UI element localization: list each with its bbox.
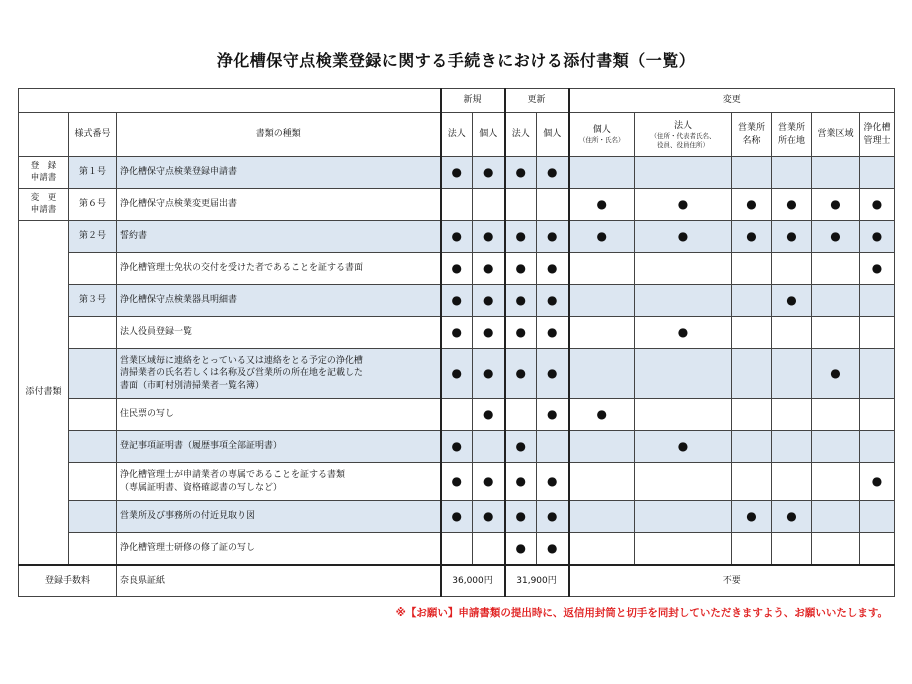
header-form-no: 様式番号 bbox=[69, 113, 117, 157]
required-mark: ● bbox=[772, 189, 812, 221]
required-mark: ● bbox=[569, 399, 635, 431]
required-mark: ● bbox=[505, 157, 537, 189]
fee-renew: 31,900円 bbox=[505, 565, 569, 597]
required-mark: ● bbox=[473, 317, 505, 349]
empty-cell bbox=[569, 157, 635, 189]
empty-cell bbox=[772, 399, 812, 431]
empty-cell bbox=[635, 533, 732, 565]
required-mark: ● bbox=[635, 189, 732, 221]
table-row bbox=[19, 431, 895, 463]
empty-cell bbox=[441, 399, 473, 431]
required-mark: ● bbox=[860, 221, 895, 253]
required-mark: ● bbox=[812, 221, 860, 253]
header-new-indiv: 個人 bbox=[473, 113, 505, 157]
empty-cell bbox=[860, 317, 895, 349]
required-mark: ● bbox=[441, 349, 473, 399]
required-mark: ● bbox=[505, 431, 537, 463]
empty-cell bbox=[772, 431, 812, 463]
required-mark: ● bbox=[505, 349, 537, 399]
empty-cell bbox=[569, 463, 635, 501]
required-mark: ● bbox=[441, 253, 473, 285]
table-row bbox=[19, 317, 895, 349]
header-doc-type: 書類の種類 bbox=[117, 113, 441, 157]
empty-cell bbox=[732, 317, 772, 349]
table-row bbox=[19, 285, 895, 317]
empty-cell bbox=[732, 399, 772, 431]
empty-cell bbox=[569, 253, 635, 285]
required-mark: ● bbox=[569, 221, 635, 253]
empty-cell bbox=[860, 399, 895, 431]
header-area: 営業区域 bbox=[812, 113, 860, 157]
empty-cell bbox=[860, 349, 895, 399]
required-mark: ● bbox=[441, 501, 473, 533]
empty-cell bbox=[812, 533, 860, 565]
empty-cell bbox=[860, 431, 895, 463]
required-mark: ● bbox=[772, 221, 812, 253]
form-number: 第３号 bbox=[69, 285, 117, 317]
page-title: 浄化槽保守点検業登録に関する手続きにおける添付書類（一覧） bbox=[216, 51, 696, 70]
document-name: 法人役員登録一覧 bbox=[117, 317, 441, 349]
empty-cell bbox=[635, 157, 732, 189]
empty-cell bbox=[812, 463, 860, 501]
required-mark: ● bbox=[441, 431, 473, 463]
required-mark: ● bbox=[732, 501, 772, 533]
empty-cell bbox=[569, 501, 635, 533]
empty-cell bbox=[537, 431, 569, 463]
required-mark: ● bbox=[505, 533, 537, 565]
empty-cell bbox=[732, 253, 772, 285]
document-name: 浄化槽保守点検業器具明細書 bbox=[117, 285, 441, 317]
empty-cell bbox=[569, 533, 635, 565]
table-row bbox=[19, 253, 895, 285]
empty-cell bbox=[732, 463, 772, 501]
header-col-row bbox=[19, 113, 895, 157]
empty-cell bbox=[635, 501, 732, 533]
required-mark: ● bbox=[441, 463, 473, 501]
form-number bbox=[69, 533, 117, 565]
header-new-corp: 法人 bbox=[441, 113, 473, 157]
empty-cell bbox=[732, 285, 772, 317]
form-number bbox=[69, 253, 117, 285]
header-new: 新規 bbox=[441, 89, 505, 113]
request-notice: ※【お願い】申請書類の提出時に、返信用封筒と切手を同封していただきますよう、お願いいたします。 bbox=[395, 607, 888, 619]
required-mark: ● bbox=[860, 253, 895, 285]
form-number: 第２号 bbox=[69, 221, 117, 253]
required-mark: ● bbox=[441, 317, 473, 349]
required-mark: ● bbox=[537, 349, 569, 399]
table-row bbox=[19, 533, 895, 565]
required-mark: ● bbox=[473, 253, 505, 285]
required-mark: ● bbox=[505, 317, 537, 349]
required-mark: ● bbox=[473, 157, 505, 189]
empty-cell bbox=[772, 533, 812, 565]
form-number bbox=[69, 463, 117, 501]
fee-stamp: 奈良県証紙 bbox=[117, 565, 441, 597]
empty-cell bbox=[569, 431, 635, 463]
attachment-table bbox=[18, 88, 895, 597]
empty-cell bbox=[635, 399, 732, 431]
table-row bbox=[19, 189, 895, 221]
required-mark: ● bbox=[505, 463, 537, 501]
empty-cell bbox=[569, 317, 635, 349]
required-mark: ● bbox=[473, 463, 505, 501]
empty-cell bbox=[441, 189, 473, 221]
header-office-location: 営業所 所在地 bbox=[772, 113, 812, 157]
document-name: 登記事項証明書（履歴事項全部証明書） bbox=[117, 431, 441, 463]
required-mark: ● bbox=[473, 399, 505, 431]
required-mark: ● bbox=[732, 189, 772, 221]
document-name: 住民票の写し bbox=[117, 399, 441, 431]
document-name: 浄化槽管理士免状の交付を受けた者であることを証する書面 bbox=[117, 253, 441, 285]
required-mark: ● bbox=[473, 285, 505, 317]
required-mark: ● bbox=[860, 463, 895, 501]
form-number: 第１号 bbox=[69, 157, 117, 189]
category-attachments: 添付書類 bbox=[19, 221, 69, 565]
empty-cell bbox=[812, 501, 860, 533]
empty-cell bbox=[505, 399, 537, 431]
document-name: 営業区域毎に連絡をとっている又は連絡をとる予定の浄化槽 清掃業者の氏名若しくは名称及び営業所の所在地を記載した 書面（市町村別清掃業者一覧名簿） bbox=[117, 349, 441, 399]
empty-cell bbox=[635, 463, 732, 501]
fee-change: 不要 bbox=[569, 565, 895, 597]
header-change-corp: 法人 （住所・代表者氏名、 役員、役員住所） bbox=[635, 113, 732, 157]
header-renew-corp: 法人 bbox=[505, 113, 537, 157]
empty-cell bbox=[772, 157, 812, 189]
required-mark: ● bbox=[473, 349, 505, 399]
empty-cell bbox=[772, 253, 812, 285]
header-office-name: 営業所 名称 bbox=[732, 113, 772, 157]
empty-cell bbox=[732, 533, 772, 565]
header-renew: 更新 bbox=[505, 89, 569, 113]
document-name: 浄化槽管理士研修の修了証の写し bbox=[117, 533, 441, 565]
required-mark: ● bbox=[635, 317, 732, 349]
empty-cell bbox=[732, 349, 772, 399]
required-mark: ● bbox=[505, 221, 537, 253]
table-row bbox=[19, 349, 895, 399]
required-mark: ● bbox=[505, 285, 537, 317]
empty-cell bbox=[812, 285, 860, 317]
empty-cell bbox=[505, 189, 537, 221]
empty-cell bbox=[812, 253, 860, 285]
required-mark: ● bbox=[537, 317, 569, 349]
form-number: 第６号 bbox=[69, 189, 117, 221]
table-row bbox=[19, 221, 895, 253]
empty-cell bbox=[635, 253, 732, 285]
empty-cell bbox=[812, 399, 860, 431]
required-mark: ● bbox=[860, 189, 895, 221]
fee-label: 登録手数料 bbox=[19, 565, 117, 597]
empty-cell bbox=[860, 157, 895, 189]
table-row bbox=[19, 463, 895, 501]
empty-cell bbox=[732, 157, 772, 189]
required-mark: ● bbox=[441, 285, 473, 317]
required-mark: ● bbox=[473, 501, 505, 533]
header-renew-indiv: 個人 bbox=[537, 113, 569, 157]
fee-new: 36,000円 bbox=[441, 565, 505, 597]
header-change-indiv: 個人 （住所・氏名） bbox=[569, 113, 635, 157]
required-mark: ● bbox=[812, 189, 860, 221]
document-name: 浄化槽管理士が申請業者の専属であることを証する書類 （専属証明書、資格確認書の写しなど） bbox=[117, 463, 441, 501]
empty-cell bbox=[860, 533, 895, 565]
empty-cell bbox=[569, 285, 635, 317]
table-row bbox=[19, 501, 895, 533]
required-mark: ● bbox=[537, 285, 569, 317]
required-mark: ● bbox=[537, 253, 569, 285]
required-mark: ● bbox=[635, 431, 732, 463]
document-name: 浄化槽保守点検業登録申請書 bbox=[117, 157, 441, 189]
category-change: 変 更 申請書 bbox=[19, 189, 69, 221]
empty-cell bbox=[441, 533, 473, 565]
required-mark: ● bbox=[812, 349, 860, 399]
empty-cell bbox=[812, 431, 860, 463]
required-mark: ● bbox=[473, 221, 505, 253]
empty-cell bbox=[473, 189, 505, 221]
header-manager: 浄化槽 管理士 bbox=[860, 113, 895, 157]
empty-cell bbox=[860, 501, 895, 533]
required-mark: ● bbox=[569, 189, 635, 221]
header-change: 変更 bbox=[569, 89, 895, 113]
empty-cell bbox=[537, 189, 569, 221]
empty-cell bbox=[635, 285, 732, 317]
document-name: 誓約書 bbox=[117, 221, 441, 253]
form-number bbox=[69, 317, 117, 349]
document-name: 営業所及び事務所の付近見取り図 bbox=[117, 501, 441, 533]
empty-cell bbox=[635, 349, 732, 399]
required-mark: ● bbox=[537, 501, 569, 533]
empty-cell bbox=[732, 431, 772, 463]
required-mark: ● bbox=[441, 157, 473, 189]
required-mark: ● bbox=[537, 157, 569, 189]
form-number bbox=[69, 349, 117, 399]
required-mark: ● bbox=[505, 501, 537, 533]
required-mark: ● bbox=[537, 399, 569, 431]
required-mark: ● bbox=[772, 501, 812, 533]
empty-cell bbox=[569, 349, 635, 399]
empty-cell bbox=[473, 533, 505, 565]
required-mark: ● bbox=[732, 221, 772, 253]
required-mark: ● bbox=[505, 253, 537, 285]
empty-cell bbox=[772, 463, 812, 501]
table-row bbox=[19, 399, 895, 431]
empty-cell bbox=[772, 317, 812, 349]
table-row bbox=[19, 157, 895, 189]
required-mark: ● bbox=[772, 285, 812, 317]
category-registration: 登 録 申請書 bbox=[19, 157, 69, 189]
form-number bbox=[69, 501, 117, 533]
empty-cell bbox=[772, 349, 812, 399]
empty-cell bbox=[812, 157, 860, 189]
required-mark: ● bbox=[441, 221, 473, 253]
required-mark: ● bbox=[537, 463, 569, 501]
required-mark: ● bbox=[537, 533, 569, 565]
fee-row bbox=[19, 565, 895, 597]
form-number bbox=[69, 431, 117, 463]
empty-cell bbox=[812, 317, 860, 349]
empty-cell bbox=[860, 285, 895, 317]
document-name: 浄化槽保守点検業変更届出書 bbox=[117, 189, 441, 221]
empty-cell bbox=[473, 431, 505, 463]
header-group-row bbox=[19, 89, 895, 113]
required-mark: ● bbox=[537, 221, 569, 253]
required-mark: ● bbox=[635, 221, 732, 253]
form-number bbox=[69, 399, 117, 431]
